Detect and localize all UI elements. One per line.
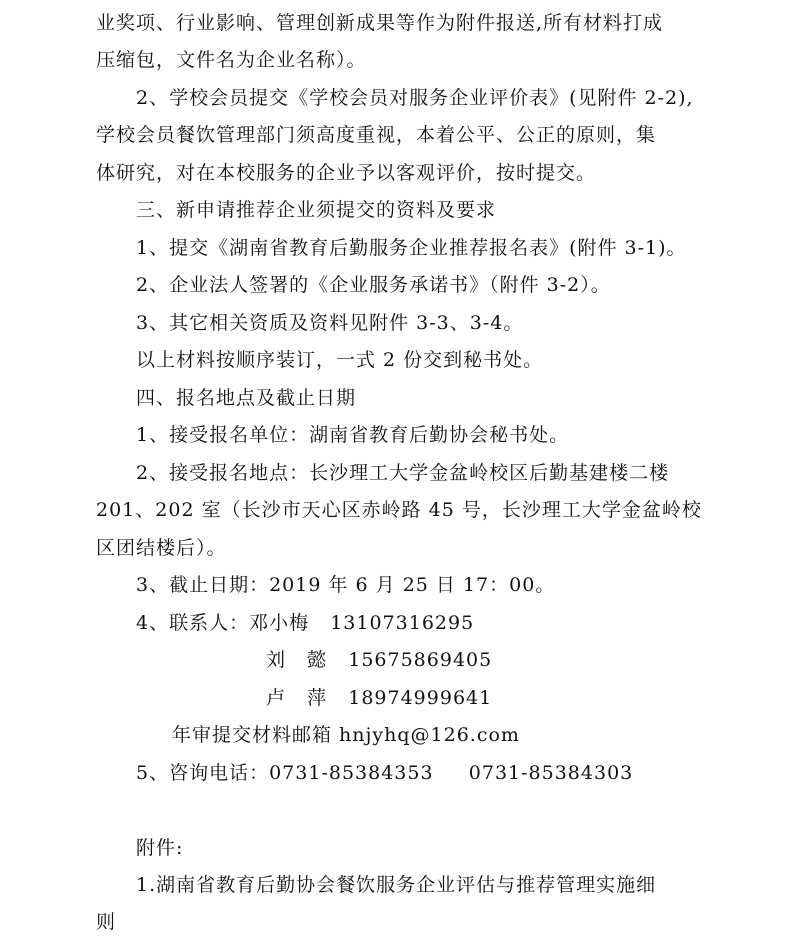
consult-phone-line: 5、咨询电话：0731-85384353 0731-85384303	[136, 762, 634, 784]
section-3-item-3: 3、其它相关资质及资料见附件 3-3、3-4。	[136, 312, 524, 334]
section-3-heading: 三、新申请推荐企业须提交的资料及要求	[136, 199, 497, 221]
item-2-line-3: 体研究，对在本校服务的企业予以客观评价，按时提交。	[96, 162, 597, 184]
section-4-item-2-line-3: 区团结楼后）。	[96, 537, 227, 559]
paragraph-line-2: 压缩包，文件名为企业名称）。	[96, 49, 367, 71]
contact-line-1: 4、联系人：邓小梅 13107316295	[136, 612, 475, 634]
section-3-note: 以上材料按顺序装订，一式 2 份交到秘书处。	[136, 349, 544, 371]
section-4-item-2-line-2: 201、202 室（长沙市天心区赤岭路 45 号，长沙理工大学金盆岭校	[96, 499, 702, 521]
section-3-item-1: 1、提交《湖南省教育后勤服务企业推荐报名表》(附件 3-1)。	[136, 237, 687, 259]
attachment-1-line-1: 1.湖南省教育后勤协会餐饮服务企业评估与推荐管理实施细	[136, 874, 657, 896]
section-4-item-3: 3、截止日期：2019 年 6 月 25 日 17：00。	[136, 574, 556, 596]
section-4-heading: 四、报名地点及截止日期	[136, 387, 357, 409]
paragraph-line-1: 业奖项、行业影响、管理创新成果等作为附件报送,所有材料打成	[96, 12, 664, 34]
section-4-item-2-line-1: 2、接受报名地点：长沙理工大学金盆岭校区后勤基建楼二楼	[136, 462, 670, 484]
section-3-item-2: 2、企业法人签署的《企业服务承诺书》（附件 3-2）。	[136, 274, 611, 296]
item-2-line-1: 2、学校会员提交《学校会员对服务企业评价表》(见附件 2-2),	[136, 87, 694, 109]
item-2-line-2: 学校会员餐饮管理部门须高度重视，本着公平、公正的原则，集	[96, 124, 657, 146]
contact-line-2: 刘 懿 15675869405	[266, 649, 493, 671]
attachments-heading: 附件:	[136, 837, 184, 859]
contact-line-3: 卢 萍 18974999641	[266, 687, 493, 709]
email-line: 年审提交材料邮箱 hnjyhq@126.com	[172, 724, 520, 746]
section-4-item-1: 1、接受报名单位：湖南省教育后勤协会秘书处。	[136, 424, 570, 446]
attachment-1-line-2: 则	[96, 911, 117, 933]
